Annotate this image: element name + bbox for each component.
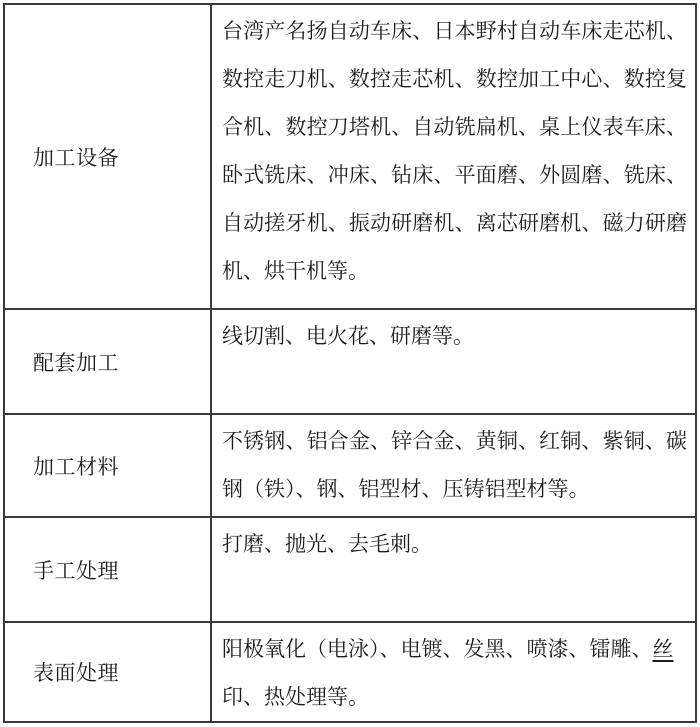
content-line-text: 阳极氧化（电泳）、电镀、发黑、喷漆、镭雕、 [222, 637, 653, 661]
row-label-cell [4, 4, 211, 309]
table-row-supporting-processing [4, 309, 696, 414]
underlined-text: 丝 [652, 637, 674, 661]
row-content-cell [211, 517, 696, 622]
row-label-cell [4, 309, 211, 414]
row-label: 加工材料 [33, 454, 119, 479]
row-label-cell [4, 622, 211, 722]
row-content-cell [211, 309, 696, 414]
content-line: 合机、数控刀塔机、自动铣扁机、桌上仪表车床、 [222, 115, 687, 139]
table-row-manual-processing [4, 517, 696, 622]
row-label: 加工设备 [33, 145, 119, 170]
row-content-cell [211, 4, 696, 309]
row-label-cell [4, 517, 211, 622]
content-line: 印、热处理等。 [222, 685, 369, 709]
row-content-cell [211, 622, 696, 722]
row-content-cell [211, 414, 696, 517]
content-line: 机、烘干机等。 [222, 259, 369, 283]
row-label: 手工处理 [33, 558, 119, 583]
content-line: 台湾产名扬自动车床、日本野村自动车床走芯机、 [222, 19, 687, 43]
content-line [222, 625, 687, 673]
row-label: 配套加工 [33, 350, 119, 375]
content-line: 不锈钢、铝合金、锌合金、黄铜、红铜、紫铜、碳 [222, 429, 687, 453]
content-line: 打磨、抛光、去毛刺。 [222, 532, 432, 556]
content-line: 卧式铣床、冲床、钻床、平面磨、外圆磨、铣床、 [222, 163, 687, 187]
content-line: 数控走刀机、数控走芯机、数控加工中心、数控复 [222, 67, 687, 91]
table-row-processing-equipment [4, 4, 696, 309]
row-label: 表面处理 [33, 661, 119, 685]
content-line: 自动搓牙机、振动研磨机、离芯研磨机、磁力研磨 [222, 211, 687, 235]
table-row-processing-materials [4, 414, 696, 517]
table-row-surface-treatment [4, 622, 696, 722]
capabilities-table [3, 3, 697, 723]
row-label-cell [4, 414, 211, 517]
content-line: 钢（铁）、钢、铝型材、压铸铝型材等。 [222, 477, 590, 501]
content-line: 线切割、电火花、研磨等。 [222, 324, 474, 348]
